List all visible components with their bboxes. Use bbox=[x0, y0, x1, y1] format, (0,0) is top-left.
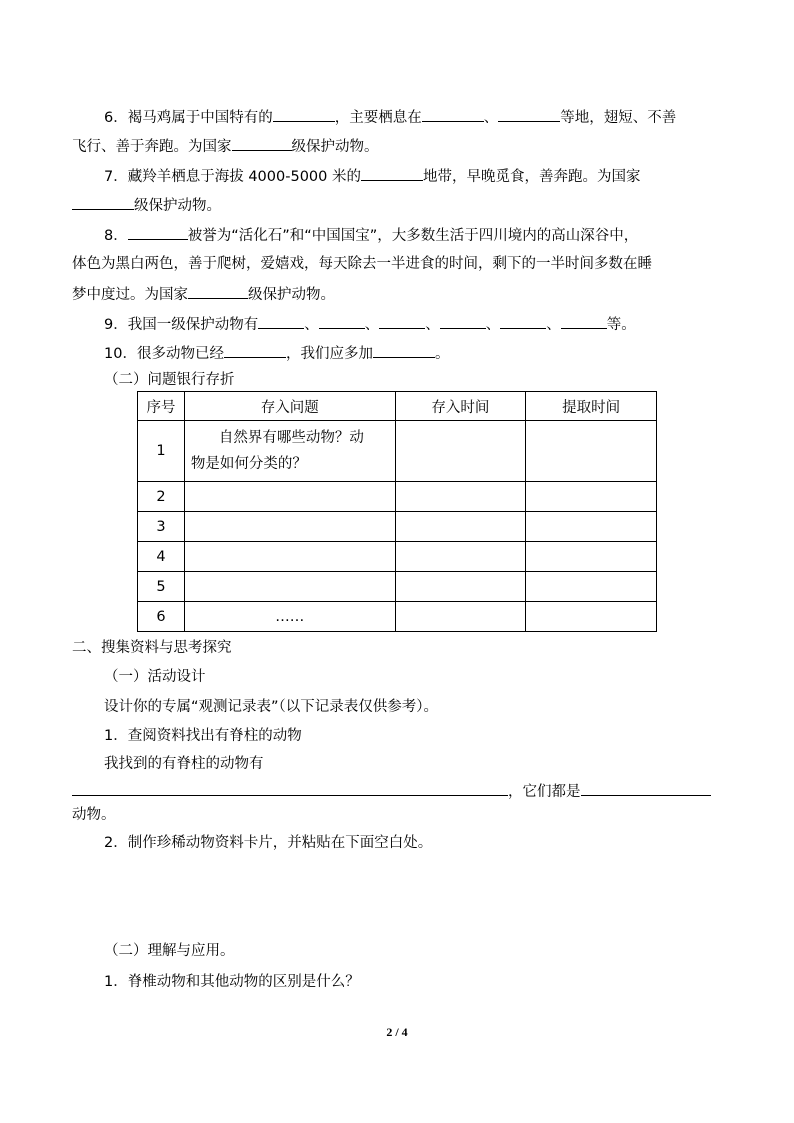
deposit-time-cell[interactable] bbox=[395, 602, 526, 632]
question-cell[interactable] bbox=[184, 572, 395, 602]
withdraw-time-cell[interactable] bbox=[526, 572, 657, 602]
col-header-withdraw-time: 提取时间 bbox=[526, 392, 657, 421]
found-animals-line bbox=[72, 780, 711, 802]
answer-blank[interactable] bbox=[561, 313, 607, 329]
animals-suffix: 动物。 bbox=[72, 807, 116, 823]
answer-blank[interactable] bbox=[319, 313, 365, 329]
item-8-text-a: 8． bbox=[104, 228, 128, 244]
table-row bbox=[138, 542, 657, 572]
answer-blank[interactable] bbox=[224, 342, 286, 358]
item-10-text-b: ，我们应多加 bbox=[285, 346, 373, 362]
withdraw-time-cell[interactable] bbox=[526, 542, 657, 572]
col-header-number: 序号 bbox=[138, 392, 185, 421]
item-10-text-a: 10．很多动物已经 bbox=[104, 346, 224, 362]
item-8-line-3 bbox=[72, 283, 335, 305]
deposit-time-cell[interactable] bbox=[395, 482, 526, 512]
answer-blank[interactable] bbox=[379, 313, 425, 329]
item-8-text-d: 梦中度过。为国家 bbox=[72, 287, 188, 303]
row-number: 4 bbox=[138, 542, 185, 572]
step-2-text: 2．制作珍稀动物资料卡片，并粘贴在下面空白处。 bbox=[104, 835, 433, 851]
item-6-text-f: 级保护动物。 bbox=[291, 139, 379, 155]
understanding-heading: （二）理解与应用。 bbox=[104, 943, 235, 959]
table-row bbox=[138, 512, 657, 542]
withdraw-time-cell[interactable] bbox=[526, 512, 657, 542]
separator: 、 bbox=[546, 317, 561, 333]
question-cell[interactable] bbox=[184, 482, 395, 512]
item-6-text-c: 、 bbox=[483, 110, 499, 126]
they-are-text: ，它们都是 bbox=[508, 784, 581, 800]
table-row bbox=[138, 572, 657, 602]
table-row bbox=[138, 421, 657, 482]
item-7-text-c: 级保护动物。 bbox=[134, 198, 221, 214]
item-8-text-b: 被誉为“活化石”和“中国国宝”，大多数生活于四川境内的高山深谷中， bbox=[187, 228, 639, 244]
item-7-line-1 bbox=[104, 165, 640, 187]
question-cell[interactable] bbox=[184, 421, 395, 482]
found-animals-text: 我找到的有脊柱的动物有 bbox=[104, 756, 264, 772]
col-header-deposit-question: 存入问题 bbox=[184, 392, 395, 421]
item-6-text-e: 飞行、善于奔跑。为国家 bbox=[72, 139, 232, 155]
answer-blank[interactable] bbox=[361, 165, 423, 181]
separator: 、 bbox=[425, 317, 440, 333]
answer-blank[interactable] bbox=[373, 342, 435, 358]
understanding-question-1: 1．脊椎动物和其他动物的区别是什么？ bbox=[104, 974, 360, 990]
card-paste-area[interactable] bbox=[72, 860, 722, 932]
answer-blank[interactable] bbox=[273, 106, 335, 122]
withdraw-time-cell[interactable] bbox=[526, 482, 657, 512]
table-header-row bbox=[138, 392, 657, 421]
question-bank-heading: （二）问题银行存折 bbox=[104, 372, 235, 388]
item-7-line-2 bbox=[72, 194, 221, 216]
col-header-deposit-time: 存入时间 bbox=[395, 392, 526, 421]
answer-blank[interactable] bbox=[422, 106, 484, 122]
answer-blank[interactable] bbox=[258, 313, 304, 329]
answer-blank[interactable] bbox=[581, 780, 711, 796]
activity-design-heading: （一）活动设计 bbox=[104, 669, 206, 685]
withdraw-time-cell[interactable] bbox=[526, 421, 657, 482]
row-number: 6 bbox=[138, 602, 185, 632]
answer-blank[interactable] bbox=[498, 106, 560, 122]
question-line-2: 物是如何分类的？ bbox=[190, 456, 307, 472]
answer-blank[interactable] bbox=[72, 780, 508, 796]
item-9-line bbox=[104, 313, 636, 335]
table-row bbox=[138, 482, 657, 512]
section-2-title: 二、搜集资料与思考探究 bbox=[72, 640, 232, 656]
item-8-line-1 bbox=[104, 224, 638, 246]
item-7-text-a: 7．藏羚羊栖息于海拔 4000-5000 米的 bbox=[104, 169, 361, 185]
separator: 、 bbox=[485, 317, 501, 333]
item-9-text-end: 等。 bbox=[606, 317, 636, 333]
withdraw-time-cell[interactable] bbox=[526, 602, 657, 632]
answer-blank[interactable] bbox=[232, 135, 292, 151]
page-number: 2 / 4 bbox=[386, 1025, 408, 1039]
question-cell[interactable] bbox=[184, 512, 395, 542]
row-number: 2 bbox=[138, 482, 185, 512]
deposit-time-cell[interactable] bbox=[395, 512, 526, 542]
table-row bbox=[138, 602, 657, 632]
answer-blank[interactable] bbox=[440, 313, 486, 329]
step-1-text: 1．查阅资料找出有脊柱的动物 bbox=[104, 728, 302, 744]
design-instruction: 设计你的专属“观测记录表”（以下记录表仅供参考）。 bbox=[104, 699, 439, 715]
item-10-text-c: 。 bbox=[434, 346, 450, 362]
row-number: 3 bbox=[138, 512, 185, 542]
deposit-time-cell[interactable] bbox=[395, 542, 526, 572]
separator: 、 bbox=[364, 317, 380, 333]
question-cell[interactable] bbox=[184, 542, 395, 572]
item-8-text-e: 级保护动物。 bbox=[248, 287, 335, 303]
question-line-1: 自然界有哪些动物？动 bbox=[218, 430, 364, 446]
deposit-time-cell[interactable] bbox=[395, 572, 526, 602]
answer-blank[interactable] bbox=[500, 313, 546, 329]
answer-blank[interactable] bbox=[128, 224, 188, 240]
item-8-line-2 bbox=[72, 254, 652, 274]
separator: 、 bbox=[304, 317, 319, 333]
answer-blank[interactable] bbox=[72, 194, 134, 210]
item-6-text-d: 等地，翅短、不善 bbox=[560, 110, 677, 126]
item-10-line bbox=[104, 342, 449, 364]
deposit-time-cell[interactable] bbox=[395, 421, 526, 482]
row-number: 1 bbox=[138, 421, 185, 482]
answer-blank[interactable] bbox=[188, 283, 248, 299]
question-cell[interactable]: …… bbox=[184, 602, 395, 632]
item-9-text-a: 9．我国一级保护动物有 bbox=[104, 317, 259, 333]
row-number: 5 bbox=[138, 572, 185, 602]
item-6-line-2 bbox=[72, 135, 379, 157]
item-6-line-1 bbox=[104, 106, 676, 128]
item-8-text-c: 体色为黑白两色，善于爬树，爱嬉戏，每天除去一半进食的时间，剩下的一半时间多数在睡 bbox=[72, 256, 652, 272]
item-6-text-b: ，主要栖息在 bbox=[334, 110, 422, 126]
item-6-text-a: 6．褐马鸡属于中国特有的 bbox=[104, 110, 273, 126]
item-7-text-b: 地带，早晚觅食，善奔跑。为国家 bbox=[422, 169, 641, 185]
question-bank-table bbox=[137, 391, 657, 632]
